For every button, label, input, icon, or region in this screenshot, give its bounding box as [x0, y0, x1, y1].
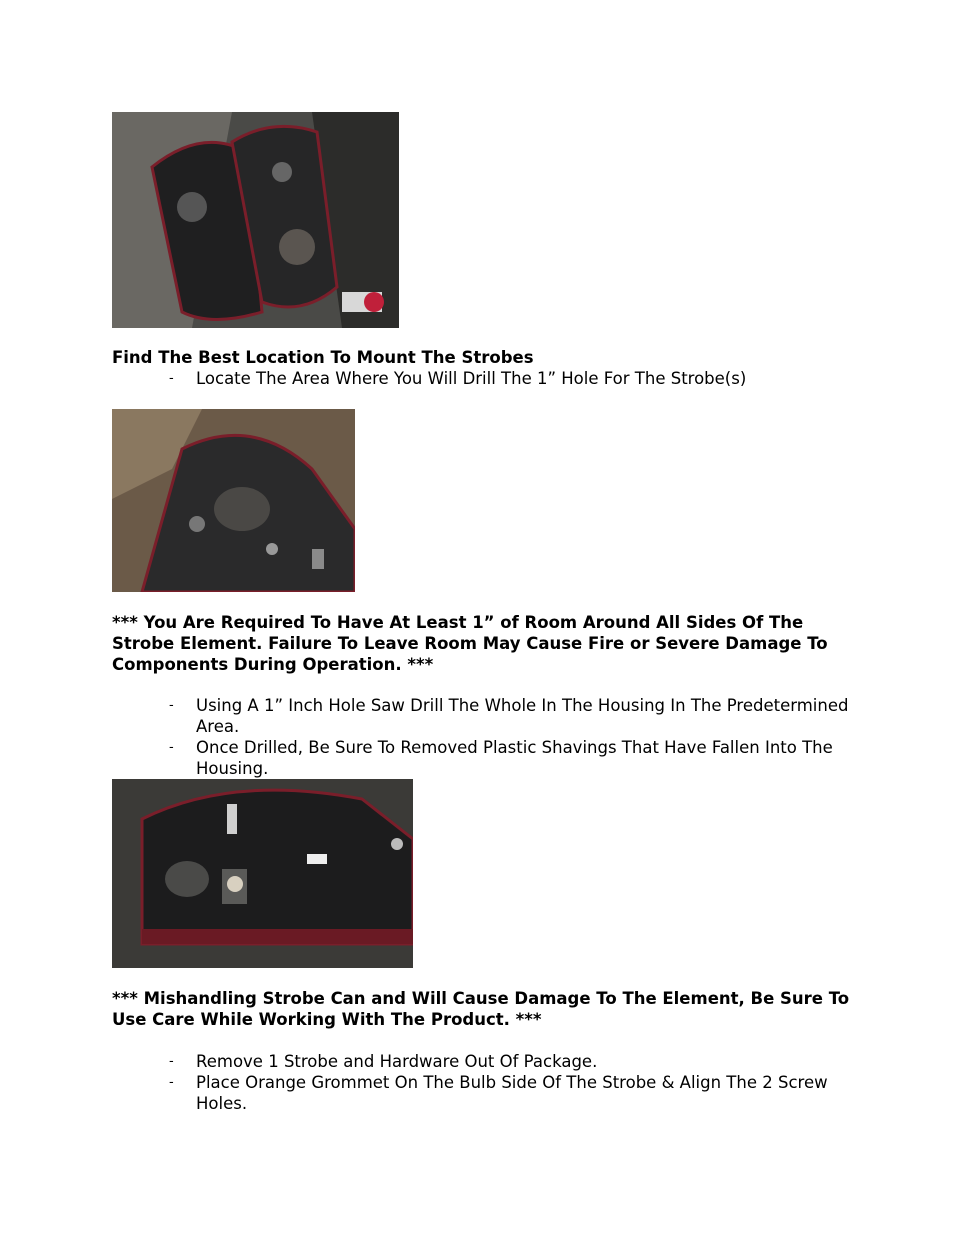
bullet-dash: - [169, 740, 174, 755]
bullet-dash: - [169, 1075, 174, 1090]
warning-text: *** Mishandling Strobe Can and Will Cause Damage To The Element, Be Sure To Use Care While Working With The Product. *** [112, 989, 850, 1029]
section-heading: Find The Best Location To Mount The Strobes [112, 348, 534, 367]
list-item [112, 368, 852, 389]
bullet-dash: - [169, 1054, 174, 1069]
list-item [112, 695, 852, 737]
list-item-text: Place Orange Grommet On The Bulb Side Of The Strobe & Align The 2 Screw Holes. [196, 1073, 828, 1113]
list-item [112, 737, 852, 779]
list-item-text: Once Drilled, Be Sure To Removed Plastic Shavings That Have Fallen Into The Housing. [196, 738, 833, 778]
drilled-housing-photo [112, 779, 413, 968]
list-item-text: Locate The Area Where You Will Drill The 1” Hole For The Strobe(s) [196, 369, 747, 388]
bullet-dash: - [169, 371, 174, 386]
warning-text: *** You Are Required To Have At Least 1” of Room Around All Sides Of The Strobe Element. Failure To Leave Room May Cause Fire or Severe Damage To Components During Operation. *** [112, 613, 828, 674]
list-item-text: Remove 1 Strobe and Hardware Out Of Package. [196, 1052, 598, 1071]
bullet-dash: - [169, 698, 174, 713]
tail-light-housings-photo [112, 112, 399, 328]
housing-closeup-photo [112, 409, 355, 592]
list-item-text: Using A 1” Inch Hole Saw Drill The Whole In The Housing In The Predetermined Area. [196, 696, 849, 736]
list-item [112, 1051, 852, 1072]
list-item [112, 1072, 852, 1114]
